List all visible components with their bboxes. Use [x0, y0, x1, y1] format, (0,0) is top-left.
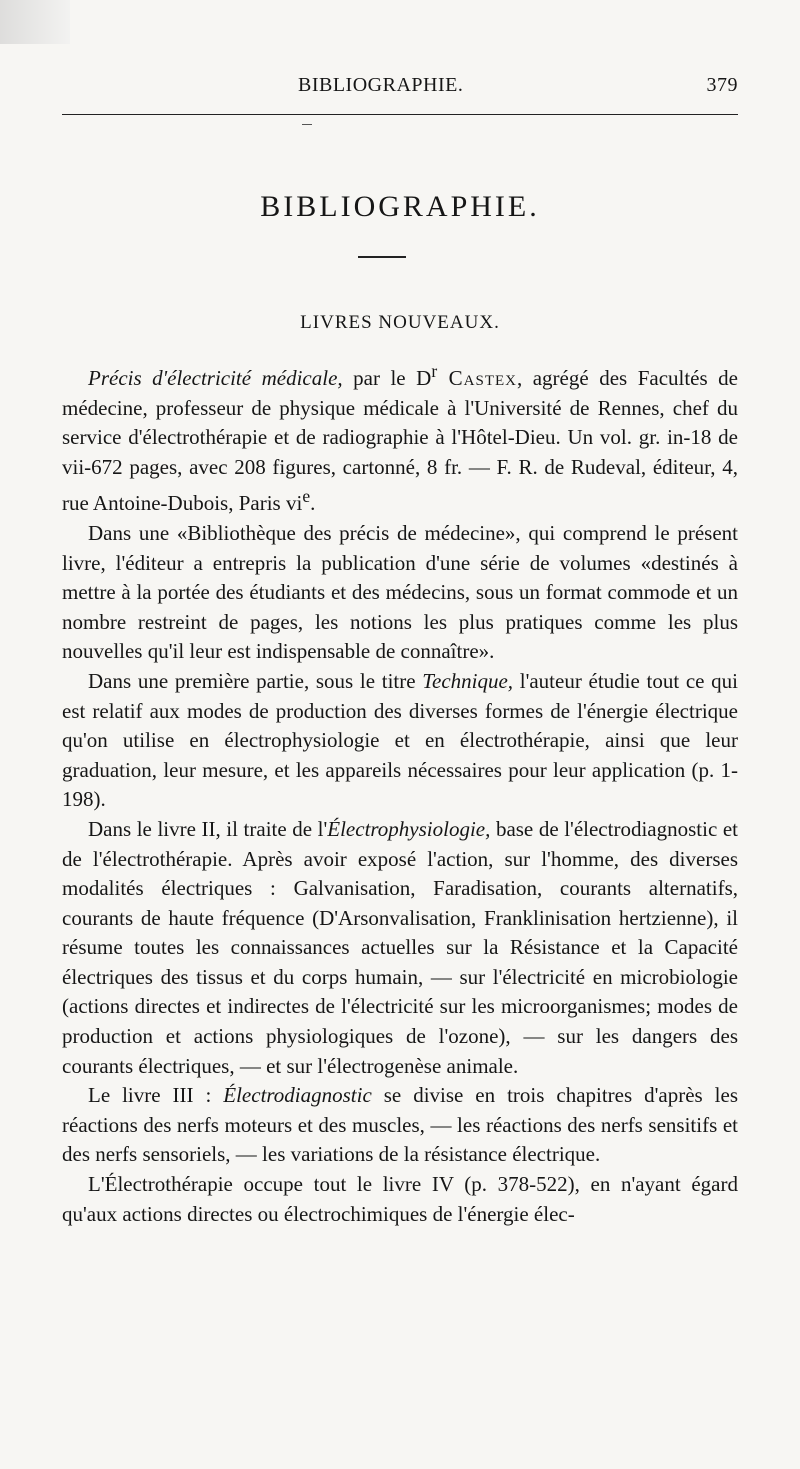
header-rule — [62, 114, 738, 115]
p3-text-b: base de l'électrodiagnostic et de l'électrothérapie. Après avoir exposé l'action, sur l'homme, des diverses modalités électriques : Galvanisation, Faradisation, courants alternatifs, courants de haute fréquence (D'Arsonvalisation, Franklinisation hertzienne), il résume toutes les connaissances actuelles sur la Résistance et la Capacité électriques des tissus et du corps humain, — sur l'électricité en microbiologie (actions directes et indirectes de l'électricité sur les microorganismes; modes de production et actions physiologiques de l'ozone), — sur les dangers des courants électriques, — et sur l'électrogenèse animale. — [62, 816, 738, 1078]
header-mark — [302, 124, 312, 125]
p4-text-a: Le livre III : — [88, 1083, 224, 1108]
entry-sup: r — [431, 361, 438, 381]
author-name: Castex — [437, 366, 517, 390]
paragraph-4 — [62, 1081, 738, 1170]
entry-end: . — [310, 491, 316, 516]
section-title: LIVRES NOUVEAUX. — [300, 312, 500, 333]
article-body — [62, 357, 738, 1229]
paragraph-5: L'Électrothérapie occupe tout le livre IV (p. 378-522), en n'ayant égard qu'aux actions directes ou électrochimiques de l'énergie élec- — [62, 1172, 738, 1226]
p4-text-b: se divise en trois chapitres d'après les réactions des nerfs moteurs et des muscles, — les réactions des nerfs sensitifs et des nerfs sensoriels, — les variations de la résistance électrique. — [62, 1083, 738, 1167]
title-rule — [358, 256, 406, 258]
book-entry — [62, 357, 738, 519]
paragraph-3 — [62, 815, 738, 1081]
running-title: BIBLIOGRAPHIE. — [298, 74, 464, 96]
entry-details: , agrégé des Facultés de médecine, professeur de physique médicale à l'Université de Rennes, chef du service d'électrothérapie et de radiographie à l'Hôtel-Dieu. Un vol. gr. in-18 de vii-672 pages, avec 208 figures, cartonné, 8 fr. — F. R. de Rudeval, éditeur, 4, rue Antoine-Dubois, Paris vi — [62, 366, 738, 516]
book-title: Précis d'électricité médicale, — [88, 366, 343, 390]
p3-italic: Électrophysiologie, — [327, 816, 491, 841]
p2-italic: Technique, — [422, 668, 514, 693]
p4-italic: Électrodiagnostic — [223, 1083, 372, 1108]
entry-by: par le D — [342, 366, 432, 390]
entry-details-sup: e — [302, 486, 311, 507]
scan-artifact — [0, 0, 70, 44]
paragraph-1: Dans une «Bibliothèque des précis de médecine», qui comprend le présent livre, l'éditeur a entrepris la publication d'une série de volumes «destinés à mettre à la portée des étudiants et des médecins, sous un format commode et un nombre restreint de pages, les notions les plus pratiques comme les plus nouvelles qu'il leur est indispensable de connaître». — [62, 520, 738, 664]
p2-text-a: Dans une première partie, sous le titre — [88, 668, 423, 693]
page-title: BIBLIOGRAPHIE. — [260, 190, 540, 223]
p2-text-b: l'auteur étudie tout ce qui est relatif aux modes de production des diverses formes de l'énergie électrique qu'on utilise en électrophysiologie et en électrothérapie, ainsi que leur graduation, leur mesure, et les appareils nécessaires pour leur application (p. 1-198). — [62, 668, 739, 812]
page-number: 379 — [706, 74, 738, 96]
p3-text-a: Dans le livre II, il traite de l' — [88, 816, 328, 841]
paragraph-2 — [62, 667, 738, 815]
